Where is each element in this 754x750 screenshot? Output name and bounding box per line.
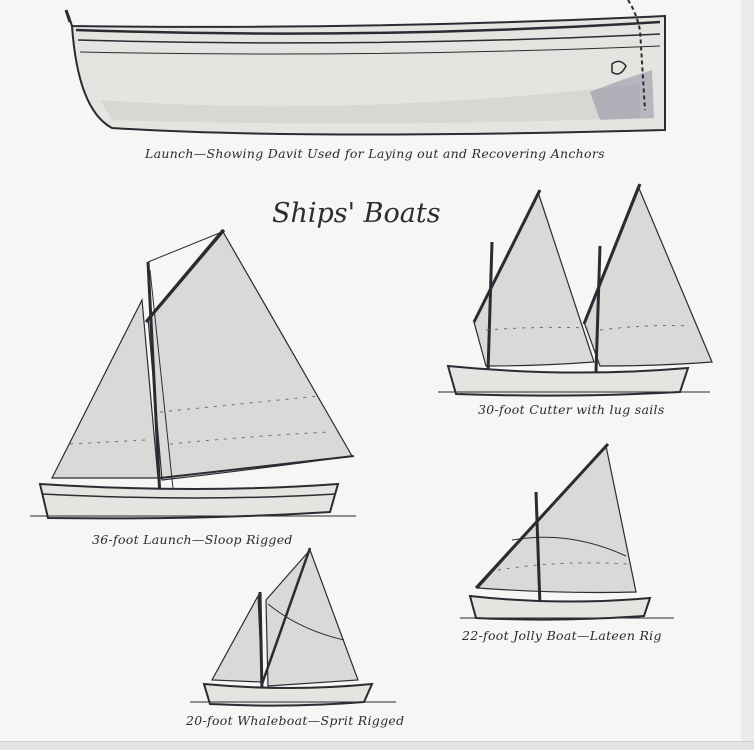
caption-jolly-lateen: 22-foot Jolly Boat—Lateen Rig — [462, 628, 662, 643]
jolly-lateen-sail — [478, 446, 636, 593]
sloop-mainsail — [148, 230, 352, 480]
cutter-hull — [448, 366, 688, 396]
page-title: Ships' Boats — [272, 198, 441, 229]
caption-launch-sloop: 36-foot Launch—Sloop Rigged — [92, 532, 293, 547]
whaleboat-mast — [260, 592, 262, 692]
caption-whaleboat-sprit: 20-foot Whaleboat—Sprit Rigged — [186, 713, 405, 728]
page-edge — [741, 0, 754, 741]
caption-cutter-lug: 30-foot Cutter with lug sails — [478, 402, 665, 417]
caption-launch-davit: Launch—Showing Davit Used for Laying out and Recovering Anchors — [145, 146, 605, 161]
whaleboat-fore-sail — [212, 596, 262, 682]
launch-davit-drawing — [66, 0, 665, 135]
launch-sloop-drawing — [30, 230, 356, 518]
whaleboat-main-sail — [266, 550, 358, 686]
cutter-lug-drawing — [438, 184, 712, 396]
sloop-jib — [52, 300, 158, 478]
jolly-lateen-drawing — [460, 444, 674, 620]
jolly-hull — [470, 596, 650, 620]
sloop-hull — [40, 484, 338, 518]
whaleboat-sprit-drawing — [190, 548, 396, 706]
